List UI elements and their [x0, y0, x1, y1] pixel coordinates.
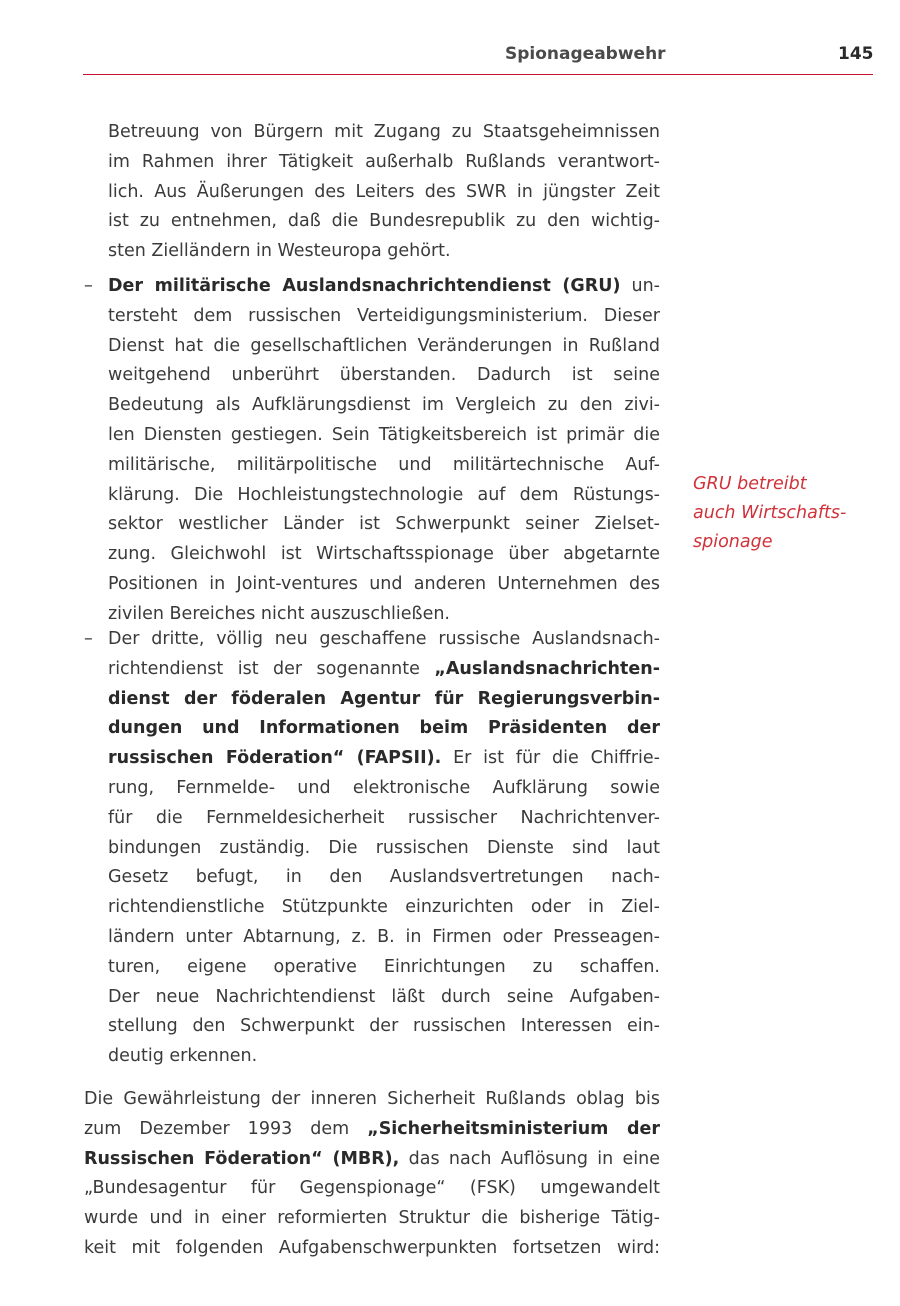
text-line: turen, eigene operative Einrichtungen zu schaffen.	[108, 956, 660, 977]
text-line: Bedeutung als Aufklärungsdienst im Vergleich zu den zivi-	[108, 395, 660, 416]
text-line: zung. Gleichwohl ist Wirtschaftsspionage über abgetarnte	[108, 544, 660, 565]
bold-term-fapsii: dungen und Informationen beim Präsidenten der	[108, 718, 660, 739]
paragraph-gru	[108, 272, 660, 630]
text-fragment: Er ist für die Chiffrie-	[453, 748, 660, 769]
text-line: Dienst hat die gesellschaftlichen Veränderungen in Rußland	[108, 335, 660, 356]
text-line: Der neue Nachrichtendienst läßt durch seine Aufgaben-	[108, 986, 660, 1007]
bold-term-fapsii: „Auslandsnachrichten-	[434, 658, 660, 679]
text-line: zivilen Bereiches nicht auszuschließen.	[108, 603, 450, 624]
text-line: wurde und in einer reformierten Struktur die bisherige Tätig-	[84, 1208, 660, 1229]
bold-term-mbr: „Sicherheitsministerium der	[367, 1118, 660, 1139]
text-line: im Rahmen ihrer Tätigkeit außerhalb Rußlands verantwort-	[108, 151, 660, 172]
text-line: richtendienstliche Stützpunkte einzurichten oder in Ziel-	[108, 897, 660, 918]
text-line	[108, 744, 660, 774]
margin-note	[693, 470, 846, 557]
text-line: sten Zielländern in Westeuropa gehört.	[108, 241, 451, 262]
text-line: stellung den Schwerpunkt der russischen Interessen ein-	[108, 1016, 660, 1037]
text-fragment: un-	[631, 276, 660, 296]
text-line: „Bundesagentur für Gegenspionage“ (FSK) umgewandelt	[84, 1178, 660, 1199]
text-line: tersteht dem russischen Verteidigungsministerium. Dieser	[108, 305, 660, 326]
text-line: len Diensten gestiegen. Sein Tätigkeitsbereich ist primär die	[108, 424, 660, 445]
text-line: Gesetz befugt, in den Auslandsvertretungen nach-	[108, 867, 660, 888]
list-dash: –	[84, 276, 93, 296]
text-line: klärung. Die Hochleistungstechnologie auf dem Rüstungs-	[108, 484, 660, 505]
text-line: ländern unter Abtarnung, z. B. in Firmen oder Presseagen-	[108, 926, 660, 947]
bold-term-fapsii: dienst der föderalen Agentur für Regierungsverbin-	[108, 688, 660, 709]
text-line: bindungen zuständig. Die russischen Dienste sind laut	[108, 837, 660, 858]
text-line: Der dritte, völlig neu geschaffene russische Auslandsnach-	[108, 629, 660, 649]
text-line: für die Fernmeldesicherheit russischer Nachrichtenver-	[108, 807, 660, 828]
text-line: Betreuung von Bürgern mit Zugang zu Staatsgeheimnissen	[108, 122, 660, 142]
bold-term-fapsii: russischen Föderation“ (FAPSII).	[108, 748, 442, 769]
text-line: militärische, militärpolitische und militärtechnische Auf-	[108, 454, 660, 475]
running-header-title: Spionageabwehr	[505, 44, 666, 64]
text-fragment: zum Dezember 1993 dem	[84, 1118, 350, 1139]
text-fragment: richtendienst ist der sogenannte	[108, 658, 420, 679]
text-line	[108, 272, 660, 302]
text-line	[84, 1115, 660, 1145]
list-dash: –	[84, 629, 93, 649]
text-line	[108, 655, 660, 685]
text-line: deutig erkennen.	[108, 1046, 258, 1067]
margin-note-line: spionage	[693, 532, 773, 552]
text-line	[108, 685, 660, 715]
page-number: 145	[838, 44, 874, 64]
text-line	[108, 714, 660, 744]
header-rule	[83, 74, 873, 75]
text-line: rung, Fernmelde- und elektronische Aufklärung sowie	[108, 777, 660, 798]
margin-note-line: auch Wirtschafts-	[693, 503, 847, 523]
text-line: Positionen in Joint-ventures und anderen Unternehmen des	[108, 573, 660, 594]
text-line: sektor westlicher Länder ist Schwerpunkt seiner Zielset-	[108, 514, 660, 535]
paragraph-mbr	[84, 1085, 660, 1264]
margin-note-line: GRU betreibt	[693, 474, 807, 494]
bold-term-gru: Der militärische Auslandsnachrichtendienst (GRU)	[108, 276, 621, 296]
text-line: Die Gewährleistung der inneren Sicherheit Rußlands oblag bis	[84, 1089, 660, 1109]
text-line: lich. Aus Äußerungen des Leiters des SWR in jüngster Zeit	[108, 181, 660, 202]
text-line: weitgehend unberührt überstanden. Dadurch ist seine	[108, 365, 660, 386]
bold-term-mbr: Russischen Föderation“ (MBR),	[84, 1148, 400, 1169]
paragraph-swr-continuation	[108, 118, 660, 267]
text-line: ist zu entnehmen, daß die Bundesrepublik zu den wichtig-	[108, 211, 660, 232]
text-fragment: das nach Auflösung in eine	[408, 1148, 660, 1169]
text-line	[84, 1145, 660, 1175]
text-line: keit mit folgenden Aufgabenschwerpunkten fortsetzen wird:	[84, 1237, 660, 1258]
paragraph-fapsii	[108, 625, 660, 1072]
